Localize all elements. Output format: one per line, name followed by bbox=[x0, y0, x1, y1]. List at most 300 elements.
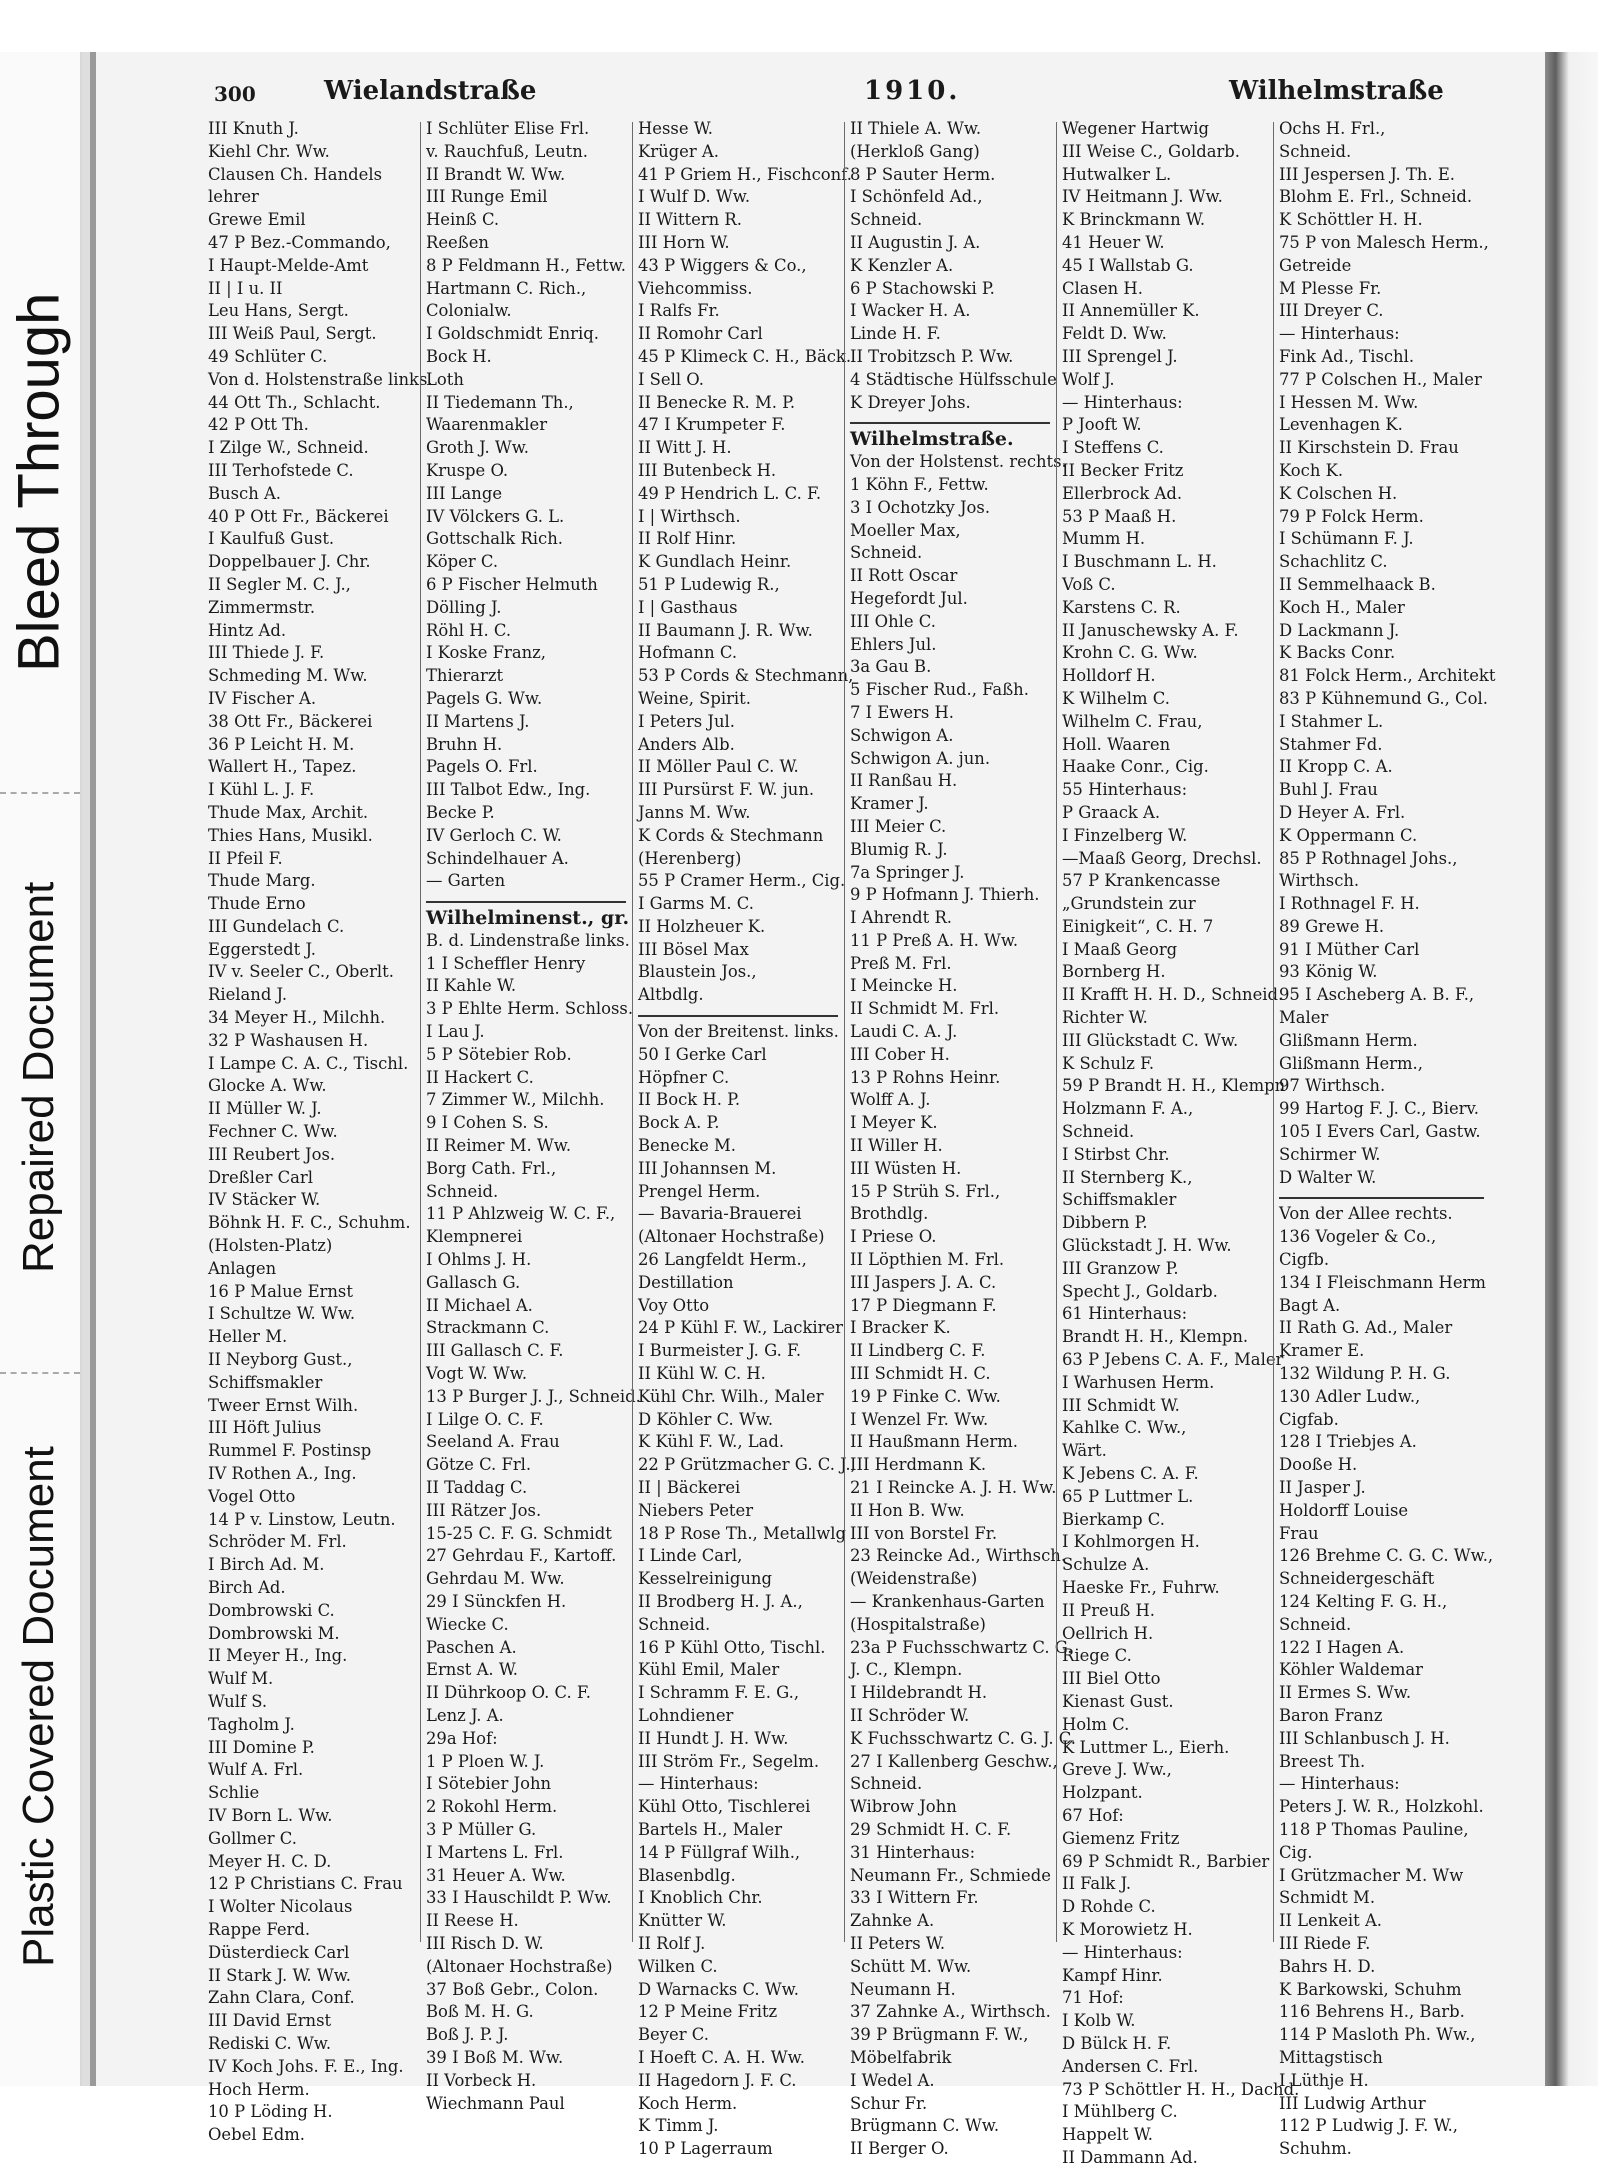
directory-entry: II Hon B. Ww. bbox=[850, 1500, 965, 1520]
page-header bbox=[214, 76, 1534, 112]
directory-entry: Anlagen bbox=[208, 1258, 277, 1278]
directory-entry: 11 P Preß A. H. Ww. bbox=[850, 930, 1019, 950]
directory-entry: Weine, Spirit. bbox=[638, 688, 751, 708]
directory-entry: Leu Hans, Sergt. bbox=[208, 301, 349, 321]
directory-entry: Blasenbdlg. bbox=[638, 1865, 736, 1885]
directory-entry: Paschen A. bbox=[426, 1637, 517, 1657]
directory-entry: Ellerbrock Ad. bbox=[1062, 483, 1183, 503]
directory-entry: Hoch Herm. bbox=[208, 2079, 310, 2099]
directory-entry: Niebers Peter bbox=[638, 1500, 754, 1520]
directory-entry: III Johannsen M. bbox=[638, 1158, 777, 1178]
directory-entry: 69 P Schmidt R., Barbier bbox=[1062, 1851, 1270, 1871]
directory-entry: III Höft Julius bbox=[208, 1418, 322, 1438]
directory-entry: II Reese H. bbox=[426, 1911, 519, 1931]
directory-entry: 41 Heuer W. bbox=[1062, 232, 1165, 252]
directory-entry: Tweer Ernst Wilh. bbox=[208, 1395, 359, 1415]
directory-entry: Rieland J. bbox=[208, 985, 288, 1005]
directory-entry: Brandt H. H., Klempn. bbox=[1062, 1327, 1249, 1347]
directory-entry: —Maaß Georg, Drechsl. bbox=[1062, 848, 1262, 868]
directory-entry: 36 P Leicht H. M. bbox=[208, 734, 355, 754]
directory-entry: Anders Alb. bbox=[638, 734, 735, 754]
directory-entry: 50 I Gerke Carl bbox=[638, 1044, 767, 1064]
directory-entry: 31 Hinterhaus: bbox=[850, 1842, 976, 1862]
directory-entry: K Backs Conr. bbox=[1279, 643, 1396, 663]
directory-entry: II Brodberg H. J. A., bbox=[638, 1592, 803, 1611]
directory-entry: Riege C. bbox=[1062, 1646, 1132, 1666]
column-divider bbox=[844, 122, 845, 1942]
directory-entry: 61 Hinterhaus: bbox=[1062, 1304, 1188, 1324]
directory-entry: — Garten bbox=[426, 871, 506, 891]
directory-entry: Düsterdieck Carl bbox=[208, 1942, 350, 1962]
directory-entry: III Butenbeck H. bbox=[638, 460, 777, 480]
directory-entry: K Kühl F. W., Lad. bbox=[638, 1432, 785, 1452]
directory-entry: Levenhagen K. bbox=[1279, 415, 1403, 435]
directory-entry: 9 P Hofmann J. Thierh. bbox=[850, 885, 1040, 905]
bleed-through-label: Bleed Through bbox=[6, 292, 72, 672]
directory-entry: II Baumann J. R. Ww. bbox=[638, 620, 813, 640]
column-6 bbox=[1279, 118, 1496, 2159]
directory-entry: Voß C. bbox=[1062, 574, 1116, 594]
directory-entry: Hegefordt Jul. bbox=[850, 588, 968, 608]
directory-entry: 79 P Folck Herm. bbox=[1279, 506, 1424, 526]
directory-entry: Feldt D. Ww. bbox=[1062, 324, 1167, 344]
directory-entry: I Hildebrandt H. bbox=[850, 1683, 988, 1703]
directory-entry: Fink Ad., Tischl. bbox=[1279, 346, 1415, 366]
directory-entry: III Risch D. W. bbox=[426, 1933, 544, 1953]
directory-entry: I Garms M. C. bbox=[638, 894, 754, 914]
directory-entry: Viehcommiss. bbox=[638, 278, 753, 298]
directory-entry: 45 I Wallstab G. bbox=[1062, 255, 1194, 275]
directory-entry: Birch Ad. bbox=[208, 1578, 286, 1597]
directory-entry: 49 Schlüter C. bbox=[208, 346, 328, 366]
directory-entry: Kramer E. bbox=[1279, 1341, 1365, 1361]
directory-entry: IV Stäcker W. bbox=[208, 1190, 321, 1210]
directory-entry: I Lau J. bbox=[426, 1022, 485, 1042]
directory-entry: II Rolf Hinr. bbox=[638, 529, 737, 549]
directory-entry: Wilken C. bbox=[638, 1956, 718, 1976]
directory-entry: II Kropp C. A. bbox=[1279, 757, 1393, 777]
directory-entry: I Bracker K. bbox=[850, 1318, 951, 1338]
directory-entry: Wolf J. bbox=[1062, 369, 1115, 389]
directory-entry: Schneid. bbox=[1279, 141, 1352, 161]
directory-entry: II Romohr Carl bbox=[638, 324, 763, 344]
directory-entry: 3 P Müller G. bbox=[426, 1819, 537, 1839]
directory-entry: II Benecke R. M. P. bbox=[638, 392, 796, 412]
directory-entry: Prengel Herm. bbox=[638, 1181, 761, 1201]
directory-entry: Haeske Fr., Fuhrw. bbox=[1062, 1578, 1220, 1597]
directory-entry: — Bavaria-Brauerei bbox=[638, 1204, 802, 1224]
directory-entry: 6 P Stachowski P. bbox=[850, 278, 995, 298]
directory-entry: II Lindberg C. F. bbox=[850, 1341, 986, 1361]
directory-entry: Dooße H. bbox=[1279, 1455, 1358, 1475]
directory-entry: Ernst A. W. bbox=[426, 1660, 519, 1680]
column-1 bbox=[208, 118, 433, 2145]
directory-entry: II Ermes S. Ww. bbox=[1279, 1683, 1412, 1703]
directory-entry: II Reimer M. Ww. bbox=[426, 1136, 572, 1156]
directory-entry: Specht J., Goldarb. bbox=[1062, 1281, 1218, 1301]
directory-entry: Breest Th. bbox=[1279, 1751, 1366, 1771]
directory-entry: Tagholm J. bbox=[208, 1714, 295, 1734]
directory-entry: Schmidt M. bbox=[1279, 1888, 1376, 1908]
directory-entry: I Goldschmidt Enriq. bbox=[426, 324, 599, 344]
tab-divider bbox=[0, 1372, 80, 1374]
directory-entry: II Michael A. bbox=[426, 1295, 533, 1315]
directory-entry: Kienast Gust. bbox=[1062, 1691, 1174, 1711]
directory-entry: I Schultze W. Ww. bbox=[208, 1304, 356, 1324]
directory-entry: Richter W. bbox=[1062, 1008, 1148, 1028]
directory-entry: I Wenzel Fr. Ww. bbox=[850, 1409, 989, 1429]
directory-entry: 45 P Klimeck C. H., Bäck. bbox=[638, 346, 852, 366]
page-number: 300 bbox=[214, 82, 256, 106]
directory-entry: Kühl Otto, Tischlerei bbox=[638, 1797, 811, 1817]
book-gutter-shadow bbox=[1545, 52, 1598, 2086]
directory-entry: Grewe Emil bbox=[208, 210, 306, 230]
directory-entry: I Sötebier John bbox=[426, 1774, 552, 1794]
directory-entry: I Ralfs Fr. bbox=[638, 301, 720, 321]
directory-entry: 128 I Triebjes A. bbox=[1279, 1432, 1417, 1452]
directory-entry: Wulf S. bbox=[208, 1691, 268, 1711]
directory-entry: 47 I Krumpeter F. bbox=[638, 415, 786, 435]
directory-entry: Koch Herm. bbox=[638, 2093, 738, 2113]
directory-entry: II Rolf J. bbox=[638, 1933, 706, 1953]
directory-entry: Happelt W. bbox=[1062, 2125, 1153, 2145]
directory-entry: III Ludwig Arthur bbox=[1279, 2093, 1426, 2113]
directory-entry: I | Gasthaus bbox=[638, 597, 738, 617]
directory-entry: 40 P Ott Fr., Bäckerei bbox=[208, 506, 389, 526]
directory-entry: K Wilhelm C. bbox=[1062, 688, 1170, 708]
directory-entry: 55 Hinterhaus: bbox=[1062, 780, 1188, 800]
directory-entry: III Sprengel J. bbox=[1062, 346, 1178, 366]
directory-entry: IV Rothen A., Ing. bbox=[208, 1464, 357, 1484]
directory-entry: Reeßen bbox=[426, 232, 489, 252]
directory-entry: 7a Springer J. bbox=[850, 862, 965, 882]
directory-entry: 7 Zimmer W., Milchh. bbox=[426, 1090, 605, 1110]
side-tab-strip bbox=[0, 52, 82, 2086]
directory-entry: 15-25 C. F. G. Schmidt bbox=[426, 1523, 612, 1543]
directory-entry: III Herdmann K. bbox=[850, 1455, 987, 1475]
directory-entry: Hesse W. bbox=[638, 119, 713, 138]
directory-entry: III Dreyer C. bbox=[1279, 301, 1384, 321]
directory-entry: Kruspe O. bbox=[426, 460, 509, 480]
directory-entry: 44 Ott Th., Schlacht. bbox=[208, 392, 381, 412]
directory-entry: Wegener Hartwig bbox=[1062, 119, 1209, 138]
directory-entry: 4 Städtische Hülfsschule bbox=[850, 369, 1057, 389]
directory-entry: Andersen C. Frl. bbox=[1062, 2056, 1199, 2076]
directory-entry: Glocke A. Ww. bbox=[208, 1076, 327, 1096]
directory-entry: — Hinterhaus: bbox=[1062, 392, 1183, 412]
directory-entry: D Warnacks C. Ww. bbox=[638, 1979, 799, 1999]
directory-entry: I Linde Carl, bbox=[638, 1546, 743, 1566]
directory-entry: Rummel F. Postinsp bbox=[208, 1441, 372, 1461]
directory-entry: Schneid. bbox=[850, 210, 923, 230]
directory-entry: II Willer H. bbox=[850, 1136, 943, 1156]
directory-entry: 6 P Fischer Helmuth bbox=[426, 574, 598, 594]
directory-entry: Holldorf H. bbox=[1062, 666, 1156, 686]
directory-entry: II Kirschstein D. Frau bbox=[1279, 438, 1459, 458]
directory-entry: 39 I Boß M. Ww. bbox=[426, 2047, 564, 2067]
column-divider bbox=[1056, 122, 1057, 1942]
directory-entry: III Domine P. bbox=[208, 1737, 315, 1757]
directory-entry: 51 P Ludewig R., bbox=[638, 574, 780, 594]
directory-entry: Oebel Edm. bbox=[208, 2125, 305, 2145]
directory-entry: Schröder M. Frl. bbox=[208, 1532, 347, 1552]
directory-entry: I Finzelberg W. bbox=[1062, 825, 1188, 845]
directory-entry: I Hoeft C. A. H. Ww. bbox=[638, 2047, 805, 2067]
directory-entry: III Bösel Max bbox=[638, 939, 749, 959]
directory-entry: Mumm H. bbox=[1062, 529, 1146, 549]
directory-entry: III von Borstel Fr. bbox=[850, 1523, 998, 1543]
directory-entry: Schneid. bbox=[638, 1614, 711, 1634]
directory-entry: 37 Zahnke A., Wirthsch. bbox=[850, 2002, 1051, 2022]
directory-entry: Clausen Ch. Handels bbox=[208, 164, 382, 184]
directory-entry: Blumig R. J. bbox=[850, 839, 948, 859]
directory-entry: 97 Wirthsch. bbox=[1279, 1076, 1386, 1096]
column-divider bbox=[420, 122, 421, 1942]
directory-entry: III Biel Otto bbox=[1062, 1669, 1161, 1689]
directory-entry: II Rott Oscar bbox=[850, 566, 958, 586]
directory-entry: Schneid. bbox=[426, 1181, 499, 1201]
directory-entry: Preß M. Frl. bbox=[850, 953, 952, 973]
directory-entry: Meyer H. C. D. bbox=[208, 1851, 332, 1871]
directory-entry: Krüger A. bbox=[638, 141, 719, 161]
directory-entry: II Lenkeit A. bbox=[1279, 1911, 1383, 1931]
directory-entry: III Schmidt W. bbox=[1062, 1395, 1180, 1415]
directory-entry: Bock A. P. bbox=[638, 1113, 720, 1133]
repaired-document-label: Repaired Document bbox=[14, 881, 63, 1273]
directory-entry: Peters J. W. R., Holzkohl. bbox=[1279, 1797, 1484, 1817]
directory-entry: Baron Franz bbox=[1279, 1705, 1383, 1725]
directory-entry: I Peters Jul. bbox=[638, 711, 735, 731]
directory-entry: Dreßler Carl bbox=[208, 1167, 314, 1187]
directory-entry: II Möller Paul C. W. bbox=[638, 757, 799, 777]
directory-entry: 8 P Feldmann H., Fettw. bbox=[426, 255, 626, 275]
column-divider bbox=[1273, 122, 1274, 1942]
directory-entry: Seeland A. Frau bbox=[426, 1432, 560, 1452]
directory-entry: Gottschalk Rich. bbox=[426, 529, 563, 549]
directory-entry: Blaustein Jos., bbox=[638, 962, 757, 982]
directory-entry: II Löpthien M. Frl. bbox=[850, 1250, 1005, 1270]
directory-entry: Lohndiener bbox=[638, 1705, 734, 1725]
directory-entry: I Kühl L. J. F. bbox=[208, 780, 315, 800]
directory-entry: Von der Allee rechts. bbox=[1279, 1204, 1453, 1224]
directory-entry: Vogel Otto bbox=[208, 1486, 296, 1506]
directory-entry: Knütter W. bbox=[638, 1911, 727, 1931]
directory-entry: K Timm J. bbox=[638, 2116, 719, 2136]
directory-entry: Haake Conr., Cig. bbox=[1062, 757, 1209, 777]
directory-entry: 29 Schmidt H. C. F. bbox=[850, 1819, 1012, 1839]
directory-entry: Eggerstedt J. bbox=[208, 939, 316, 959]
directory-entry: Klempnerei bbox=[426, 1227, 523, 1247]
directory-entry: 83 P Kühnemund G., Col. bbox=[1279, 688, 1488, 708]
directory-entry: II Schröder W. bbox=[850, 1705, 970, 1725]
directory-entry: Schiffsmakler bbox=[208, 1372, 323, 1392]
plastic-covered-document-label: Plastic Covered Document bbox=[14, 1446, 63, 1968]
section-rule bbox=[426, 901, 626, 903]
directory-entry: 13 P Rohns Heinr. bbox=[850, 1067, 1001, 1087]
directory-entry: Schur Fr. bbox=[850, 2093, 928, 2113]
directory-entry: 53 P Cords & Stechmann, bbox=[638, 666, 854, 686]
directory-entry: Schulze A. bbox=[1062, 1555, 1150, 1575]
directory-entry: Wibrow John bbox=[850, 1797, 957, 1817]
directory-entry: Cig. bbox=[1279, 1842, 1313, 1862]
directory-entry: 81 Folck Herm., Architekt bbox=[1279, 666, 1496, 686]
directory-entry: K Barkowski, Schuhm bbox=[1279, 1979, 1462, 1999]
directory-entry: (Herkloß Gang) bbox=[850, 141, 980, 161]
directory-entry: 55 P Cramer Herm., Cig. bbox=[638, 871, 846, 891]
directory-entry: II Sternberg K., bbox=[1062, 1167, 1193, 1187]
directory-entry: K Brinckmann W. bbox=[1062, 210, 1206, 230]
directory-entry: IV Gerloch C. W. bbox=[426, 825, 562, 845]
directory-entry: III Ström Fr., Segelm. bbox=[638, 1751, 820, 1771]
directory-entry: II Thiele A. Ww. bbox=[850, 119, 982, 138]
directory-entry: Böhnk H. F. C., Schuhm. bbox=[208, 1213, 411, 1233]
directory-entry: I Stirbst Chr. bbox=[1062, 1144, 1170, 1164]
directory-entry: Zahn Clara, Conf. bbox=[208, 1988, 355, 2008]
tab-divider bbox=[0, 792, 80, 794]
directory-entry: III Schlanbusch J. H. bbox=[1279, 1728, 1450, 1748]
directory-entry: I Ahrendt R. bbox=[850, 908, 953, 928]
directory-entry: IV Koch Johs. F. E., Ing. bbox=[208, 2056, 404, 2076]
directory-entry: Schneid. bbox=[850, 1774, 923, 1794]
directory-entry: I Wacker H. A. bbox=[850, 301, 971, 321]
directory-entry: Dölling J. bbox=[426, 597, 502, 617]
directory-entry: 33 I Hauschildt P. Ww. bbox=[426, 1888, 612, 1908]
year-heading: 1910. bbox=[864, 76, 961, 106]
directory-entry: K Jebens C. A. F. bbox=[1062, 1464, 1199, 1484]
directory-entry: 132 Wildung P. H. G. bbox=[1279, 1364, 1451, 1384]
directory-entry: III Meier C. bbox=[850, 816, 947, 836]
directory-entry: „Grundstein zur bbox=[1062, 894, 1196, 914]
directory-entry: Pagels O. Frl. bbox=[426, 757, 538, 777]
directory-entry: II Dührkoop O. C. F. bbox=[426, 1683, 591, 1703]
directory-entry: Maler bbox=[1279, 1008, 1329, 1028]
directory-entry: Schneid. bbox=[1279, 1614, 1352, 1634]
directory-entry: III Terhofstede C. bbox=[208, 460, 354, 480]
directory-entry: 2 Rokohl Herm. bbox=[426, 1797, 558, 1817]
directory-columns bbox=[208, 118, 1548, 2167]
directory-entry: I Lampe C. A. C., Tischl. bbox=[208, 1053, 409, 1073]
directory-entry: 89 Grewe H. bbox=[1279, 916, 1385, 936]
directory-entry: 91 I Müther Carl bbox=[1279, 939, 1420, 959]
directory-entry: III Rätzer Jos. bbox=[426, 1500, 542, 1520]
directory-entry: Boß J. P. J. bbox=[426, 2025, 509, 2045]
directory-entry: III Jespersen J. Th. E. bbox=[1279, 164, 1456, 184]
directory-entry: Köper C. bbox=[426, 552, 499, 572]
directory-entry: II | I u. II bbox=[208, 278, 283, 298]
directory-entry: 22 P Grützmacher G. C. J., bbox=[638, 1455, 856, 1475]
directory-entry: II Holzheuer K. bbox=[638, 916, 766, 936]
directory-entry: — Hinterhaus: bbox=[1062, 1942, 1183, 1962]
directory-entry: I Knoblich Chr. bbox=[638, 1888, 763, 1908]
directory-entry: Thierarzt bbox=[426, 666, 504, 686]
directory-entry: Dombrowski M. bbox=[208, 1623, 340, 1643]
directory-entry: I Zilge W., Schneid. bbox=[208, 438, 369, 458]
directory-entry: II Peters W. bbox=[850, 1933, 946, 1953]
directory-entry: 3 P Ehlte Herm. Schloss. bbox=[426, 999, 634, 1019]
directory-entry: 122 I Hagen A. bbox=[1279, 1637, 1405, 1657]
directory-entry: 29a Hof: bbox=[426, 1728, 498, 1748]
directory-entry: (Weidenstraße) bbox=[850, 1569, 978, 1589]
directory-entry: II Preuß H. bbox=[1062, 1600, 1155, 1620]
directory-entry: 71 Hof: bbox=[1062, 1988, 1124, 2008]
directory-entry: 105 I Evers Carl, Gastw. bbox=[1279, 1122, 1481, 1142]
directory-entry: 126 Brehme C. G. C. Ww., bbox=[1279, 1546, 1494, 1566]
directory-entry: Dibbern P. bbox=[1062, 1213, 1148, 1233]
directory-entry: 124 Kelting F. G. H., bbox=[1279, 1592, 1448, 1611]
directory-entry: K Luttmer L., Eierh. bbox=[1062, 1737, 1230, 1757]
directory-entry: D Bülck H. F. bbox=[1062, 2033, 1172, 2053]
directory-entry: Einigkeit“, C. H. 7 bbox=[1062, 916, 1214, 936]
directory-entry: 5 P Sötebier Rob. bbox=[426, 1044, 572, 1064]
scanned-page-area bbox=[82, 52, 1598, 2167]
directory-entry: P Graack A. bbox=[1062, 802, 1161, 822]
directory-entry: Greve J. Ww., bbox=[1062, 1760, 1172, 1780]
directory-entry: Holdorff Louise bbox=[1279, 1500, 1409, 1520]
directory-entry: II Hackert C. bbox=[426, 1067, 534, 1087]
directory-entry: Thude Max, Archit. bbox=[208, 802, 369, 822]
directory-entry: Zimmermstr. bbox=[208, 597, 316, 617]
directory-entry: Brügmann C. Ww. bbox=[850, 2116, 1000, 2136]
directory-entry: II Kühl W. C. H. bbox=[638, 1364, 766, 1384]
directory-entry: II Bock H. P. bbox=[638, 1090, 741, 1110]
directory-entry: 10 P Löding H. bbox=[208, 2102, 333, 2122]
directory-entry: Becke P. bbox=[426, 802, 495, 822]
directory-entry: Gollmer C. bbox=[208, 1828, 297, 1848]
directory-entry: Wilhelm C. Frau, bbox=[1062, 711, 1203, 731]
directory-entry: K Kenzler A. bbox=[850, 255, 954, 275]
directory-entry: 23a P Fuchsschwartz C. G. bbox=[850, 1637, 1073, 1657]
column-2 bbox=[426, 118, 641, 2113]
directory-entry: Wulf M. bbox=[208, 1669, 274, 1689]
directory-entry: 18 P Rose Th., Metallwlg bbox=[638, 1523, 847, 1543]
directory-entry: Moeller Max, bbox=[850, 520, 961, 540]
directory-entry: Borg Cath. Frl., bbox=[426, 1158, 557, 1178]
directory-entry: II Witt J. H. bbox=[638, 438, 732, 458]
street-heading: Wilhelminenst., gr. bbox=[426, 907, 630, 930]
directory-entry: III David Ernst bbox=[208, 2011, 332, 2031]
directory-entry: K Colschen H. bbox=[1279, 483, 1398, 503]
directory-entry: Laudi C. A. J. bbox=[850, 1022, 958, 1042]
directory-entry: Doppelbauer J. Chr. bbox=[208, 552, 371, 572]
directory-entry: Waarenmakler bbox=[426, 415, 548, 435]
directory-entry: Kramer J. bbox=[850, 794, 929, 814]
directory-entry: 1 I Scheffler Henry bbox=[426, 953, 586, 973]
directory-entry: 57 P Krankencasse bbox=[1062, 871, 1221, 891]
directory-entry: II Vorbeck H. bbox=[426, 2070, 537, 2090]
directory-entry: II Annemüller K. bbox=[1062, 301, 1200, 321]
directory-entry: 10 P Lagerraum bbox=[638, 2139, 773, 2159]
directory-entry: Stahmer Fd. bbox=[1279, 734, 1383, 754]
directory-entry: I Birch Ad. M. bbox=[208, 1555, 325, 1575]
directory-entry: Mittagstisch bbox=[1279, 2047, 1383, 2067]
directory-entry: (Altonaer Hochstraße) bbox=[638, 1227, 825, 1247]
directory-entry: II Dammann Ad. bbox=[1062, 2147, 1198, 2167]
directory-entry: Schlie bbox=[208, 1783, 260, 1803]
directory-entry: III Jaspers J. A. C. bbox=[850, 1272, 997, 1292]
directory-entry: 33 I Wittern Fr. bbox=[850, 1888, 979, 1908]
directory-entry: Holzpant. bbox=[1062, 1783, 1143, 1803]
directory-entry: J. C., Klempn. bbox=[850, 1660, 963, 1680]
directory-entry: Voy Otto bbox=[638, 1295, 710, 1315]
directory-entry: I Kohlmorgen H. bbox=[1062, 1532, 1200, 1552]
directory-entry: Brothdlg. bbox=[850, 1204, 929, 1224]
directory-entry: 21 I Reincke A. J. H. Ww. bbox=[850, 1478, 1057, 1498]
directory-entry: Glückstadt J. H. Ww. bbox=[1062, 1236, 1232, 1256]
directory-entry: Schirmer W. bbox=[1279, 1144, 1381, 1164]
directory-entry: Hartmann C. Rich., bbox=[426, 278, 587, 298]
section-rule bbox=[850, 422, 1050, 424]
directory-entry: Getreide bbox=[1279, 255, 1352, 275]
